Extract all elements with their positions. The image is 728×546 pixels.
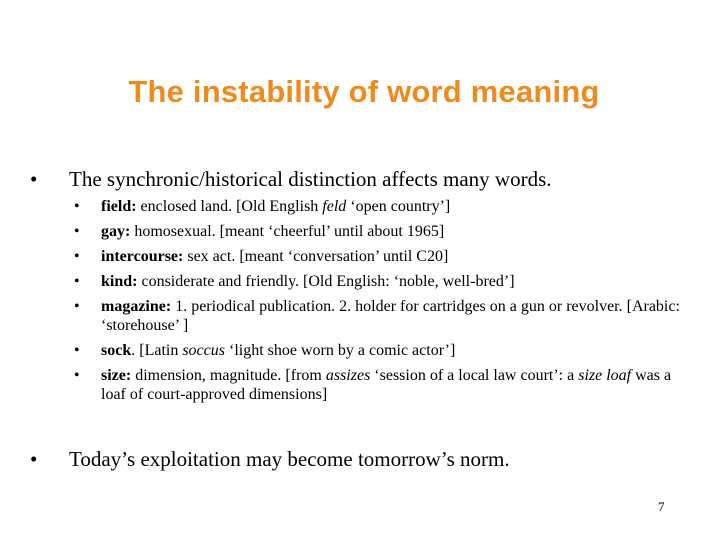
term: size: [101,367,132,384]
term: gay: [101,223,131,240]
list-item-magazine [74,297,694,335]
slide-title: The instability of word meaning [128,74,600,109]
etymon: size loaf [578,367,632,384]
list-item-field [74,197,694,216]
definition: sex act. [meant ‘conversation’ until C20] [183,248,449,265]
definition: considerate and friendly. [Old English: ‘noble, well-bred’] [137,273,515,290]
etymon: feld [322,198,347,215]
bullet-dot-icon: • [74,342,80,359]
definition: homosexual. [meant ‘cheerful’ until about 1965] [130,223,445,240]
word-examples-list [74,197,694,410]
definition: enclosed land. [Old English [136,198,323,215]
definition: dimension, magnitude. [from [131,367,326,384]
bullet-dot-icon: • [74,273,80,290]
bullet-dot-icon: • [74,298,80,315]
etymon: assizes [325,367,371,384]
page-number: 7 [658,499,665,514]
bullet-dot-icon: • [74,223,80,240]
bullet-text: Today’s exploitation may become tomorrow’s norm. [69,447,510,471]
term: field: [101,198,137,215]
term: magazine: [101,298,172,315]
list-item-size [74,366,694,404]
bullet-dot-icon: • [74,198,80,215]
etymon: soccus [182,342,225,359]
bullet-text: The synchronic/historical distinction affects many words. [69,167,552,191]
bullet-dot-icon: • [74,367,80,384]
list-item-gay [74,222,694,241]
term: intercourse: [101,248,184,265]
bullet-dot-icon: • [30,447,38,471]
definition: was a loaf of court-approved dimensions] [101,367,672,403]
list-item-sock [74,341,694,360]
definition: ‘open country’] [346,198,451,215]
definition: . [Latin [131,342,183,359]
term: sock [101,342,132,359]
bullet-dot-icon: • [30,167,38,191]
list-item-kind [74,272,694,291]
definition: ‘light shoe worn by a comic actor’] [224,342,456,359]
term: kind: [101,273,138,290]
list-item-intercourse [74,247,694,266]
bullet-dot-icon: • [74,248,80,265]
definition: ‘session of a local law court’: a [370,367,579,384]
definition: 1. periodical publication. 2. holder for cartridges on a gun or revolver. [Arabic: ‘storehouse’ ] [101,298,680,334]
